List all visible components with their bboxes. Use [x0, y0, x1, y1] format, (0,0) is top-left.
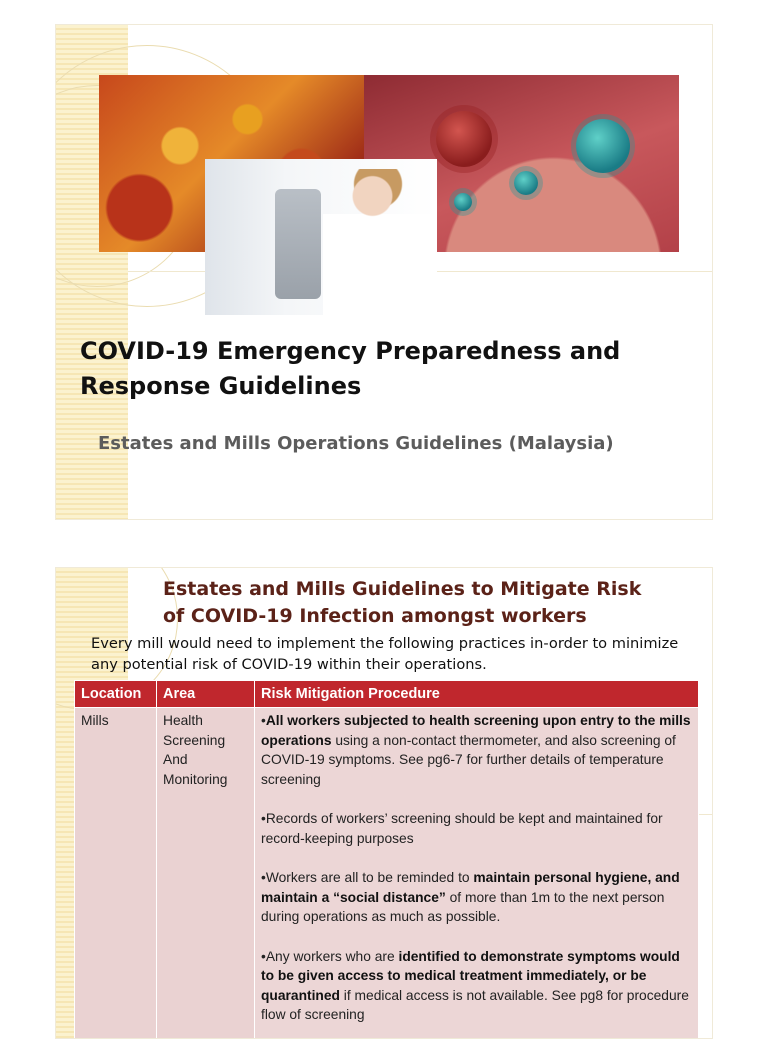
procedure-item: •Records of workers’ screening should be kept and maintained for record-keeping purposes	[261, 809, 692, 848]
cell-location: Mills	[75, 708, 157, 1039]
procedure-item: •Workers are all to be reminded to maintain personal hygiene, and maintain a “social distance” of more than 1m to the next person during operations as much as possible.	[261, 868, 692, 927]
slide-title: COVID-19 Emergency Preparedness and Response Guidelines	[80, 334, 700, 404]
header-location: Location	[75, 681, 157, 708]
virus-particle	[576, 119, 630, 173]
slide-subtitle: Estates and Mills Operations Guidelines (Malaysia)	[98, 433, 698, 454]
cell-area: Health Screening And Monitoring	[157, 708, 255, 1039]
procedure-item: •Any workers who are identified to demonstrate symptoms would to be given access to medical treatment immediately, or be quarantined if medical access is not available. See pg8 for procedure flow of screening	[261, 947, 692, 1025]
table-header-row	[75, 681, 699, 708]
scientist	[323, 169, 433, 315]
title-slide	[55, 24, 713, 520]
risk-mitigation-table	[74, 680, 699, 1039]
guidelines-slide	[55, 567, 713, 1039]
lab-scientist-photo	[205, 159, 437, 315]
cell-procedure	[255, 708, 699, 1039]
header-procedure: Risk Mitigation Procedure	[255, 681, 699, 708]
virus-particle	[436, 111, 492, 167]
virus-particle	[514, 171, 538, 195]
header-area: Area	[157, 681, 255, 708]
table-row	[75, 708, 699, 1039]
virus-particle	[454, 193, 472, 211]
intro-text: Every mill would need to implement the following practices in-order to minimize any potential risk of COVID-19 within their operations.	[91, 633, 701, 675]
microscope	[275, 189, 321, 299]
slide-title: Estates and Mills Guidelines to Mitigate Risk of COVID-19 Infection amongst workers	[163, 576, 663, 630]
procedure-item: •All workers subjected to health screening upon entry to the mills operations using a non-contact thermometer, and also screening of COVID-19 symptoms. See pg6-7 for further details of temperature screening	[261, 711, 692, 789]
